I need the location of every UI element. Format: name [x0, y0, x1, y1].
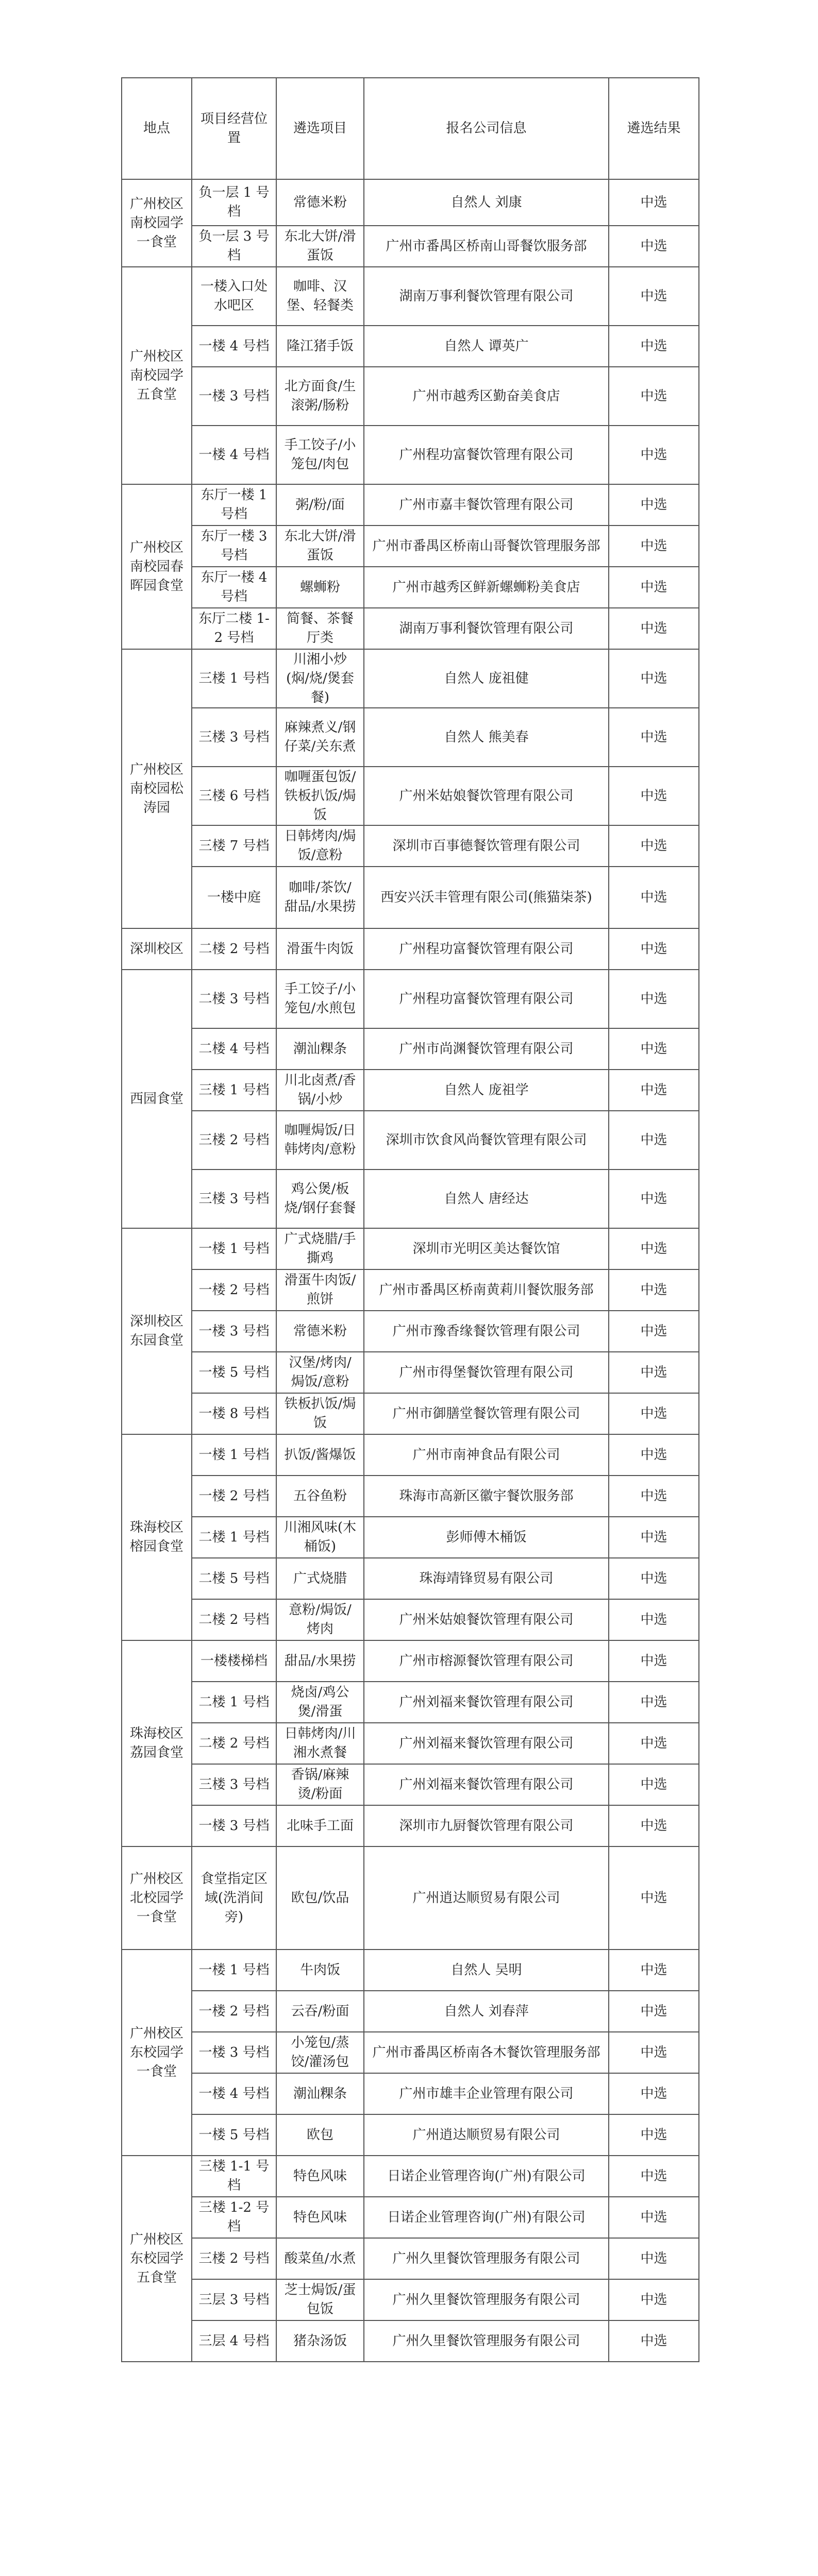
table-row: [122, 928, 699, 970]
table-row: [122, 1111, 699, 1170]
company-cell: 深圳市百事德餐饮管理有限公司: [364, 825, 609, 867]
company-cell: 广州程功富餐饮管理有限公司: [364, 928, 609, 970]
header-result: 遴选结果: [609, 78, 699, 179]
table-row: [122, 767, 699, 825]
table-body: [122, 179, 699, 2362]
company-cell: 自然人 庞祖健: [364, 649, 609, 708]
project-cell: 日韩烤肉/川湘水煮餐: [276, 1723, 364, 1764]
position-cell: 三楼 6 号档: [192, 767, 276, 825]
project-cell: 螺蛳粉: [276, 567, 364, 608]
position-cell: 二楼 4 号档: [192, 1028, 276, 1070]
position-cell: 三层 3 号档: [192, 2279, 276, 2320]
position-cell: 一楼 2 号档: [192, 1476, 276, 1517]
project-cell: 潮汕粿条: [276, 2073, 364, 2114]
position-cell: 一楼 5 号档: [192, 2114, 276, 2156]
position-cell: 三楼 1-1 号档: [192, 2156, 276, 2197]
company-cell: 广州刘福来餐饮管理有限公司: [364, 1682, 609, 1723]
position-cell: 二楼 5 号档: [192, 1558, 276, 1599]
result-cell: 中选: [609, 1111, 699, 1170]
table-row: [122, 1393, 699, 1434]
project-cell: 隆江猪手饭: [276, 326, 364, 367]
company-cell: 广州逍达顺贸易有限公司: [364, 2114, 609, 2156]
project-cell: 北方面食/生滚粥/肠粉: [276, 367, 364, 426]
result-cell: 中选: [609, 1558, 699, 1599]
table-row: [122, 2279, 699, 2320]
result-cell: 中选: [609, 1393, 699, 1434]
table-row: [122, 1070, 699, 1111]
project-cell: 小笼包/蒸饺/灌汤包: [276, 2032, 364, 2073]
table-row: [122, 2032, 699, 2073]
table-row: [122, 1517, 699, 1558]
table-row: [122, 1311, 699, 1352]
position-cell: 一楼 3 号档: [192, 1311, 276, 1352]
result-cell: 中选: [609, 484, 699, 526]
result-cell: 中选: [609, 825, 699, 867]
company-cell: 广州市南神食品有限公司: [364, 1434, 609, 1476]
company-cell: 广州市御膳堂餐饮管理有限公司: [364, 1393, 609, 1434]
table-row: [122, 2114, 699, 2156]
company-cell: 广州刘福来餐饮管理有限公司: [364, 1764, 609, 1805]
project-cell: 滑蛋牛肉饭/煎饼: [276, 1269, 364, 1311]
location-cell: 深圳校区: [122, 928, 192, 970]
position-cell: 一楼入口处水吧区: [192, 267, 276, 326]
table-row: [122, 2197, 699, 2238]
table-row: [122, 1352, 699, 1393]
result-cell: 中选: [609, 928, 699, 970]
location-cell: 广州校区东校园学一食堂: [122, 1950, 192, 2156]
company-cell: 广州市豫香缘餐饮管理有限公司: [364, 1311, 609, 1352]
position-cell: 二楼 2 号档: [192, 928, 276, 970]
position-cell: 负一层 3 号档: [192, 226, 276, 267]
result-cell: 中选: [609, 267, 699, 326]
result-cell: 中选: [609, 1170, 699, 1228]
company-cell: 广州市番禺区桥南山哥餐饮服务部: [364, 226, 609, 267]
project-cell: 牛肉饭: [276, 1950, 364, 1991]
result-cell: 中选: [609, 2197, 699, 2238]
document-page: [121, 77, 698, 2362]
company-cell: 深圳市饮食风尚餐饮管理有限公司: [364, 1111, 609, 1170]
position-cell: 三楼 7 号档: [192, 825, 276, 867]
table-row: [122, 484, 699, 526]
result-cell: 中选: [609, 2156, 699, 2197]
position-cell: 一楼 8 号档: [192, 1393, 276, 1434]
table-row: [122, 1228, 699, 1269]
table-row: [122, 179, 699, 226]
table-row: [122, 267, 699, 326]
company-cell: 广州市榕源餐饮管理有限公司: [364, 1640, 609, 1682]
position-cell: 一楼楼梯档: [192, 1640, 276, 1682]
project-cell: 滑蛋牛肉饭: [276, 928, 364, 970]
table-row: [122, 1599, 699, 1640]
company-cell: 自然人 谭英广: [364, 326, 609, 367]
result-cell: 中选: [609, 1476, 699, 1517]
table-row: [122, 2156, 699, 2197]
table-row: [122, 970, 699, 1028]
project-cell: 常德米粉: [276, 179, 364, 226]
project-cell: 甜品/水果捞: [276, 1640, 364, 1682]
table-row: [122, 825, 699, 867]
company-cell: 珠海靖锋贸易有限公司: [364, 1558, 609, 1599]
result-cell: 中选: [609, 867, 699, 928]
company-cell: 广州市越秀区鲜新螺蛳粉美食店: [364, 567, 609, 608]
project-cell: 简餐、茶餐厅类: [276, 608, 364, 649]
table-row: [122, 1846, 699, 1950]
project-cell: 猪杂汤饭: [276, 2320, 364, 2362]
location-cell: 深圳校区东园食堂: [122, 1228, 192, 1434]
position-cell: 东厅一楼 1 号档: [192, 484, 276, 526]
table-row: [122, 2073, 699, 2114]
table-row: [122, 1476, 699, 1517]
result-cell: 中选: [609, 1640, 699, 1682]
project-cell: 云吞/粉面: [276, 1991, 364, 2032]
position-cell: 一楼 5 号档: [192, 1352, 276, 1393]
position-cell: 二楼 1 号档: [192, 1682, 276, 1723]
result-cell: 中选: [609, 2320, 699, 2362]
position-cell: 一楼 1 号档: [192, 1434, 276, 1476]
table-row: [122, 1640, 699, 1682]
project-cell: 手工饺子/小笼包/水煎包: [276, 970, 364, 1028]
project-cell: 特色风味: [276, 2156, 364, 2197]
position-cell: 食堂指定区域(洗消间旁): [192, 1846, 276, 1950]
position-cell: 负一层 1 号档: [192, 179, 276, 226]
company-cell: 日诺企业管理咨询(广州)有限公司: [364, 2156, 609, 2197]
table-row: [122, 708, 699, 767]
result-cell: 中选: [609, 367, 699, 426]
result-cell: 中选: [609, 1434, 699, 1476]
position-cell: 一楼 4 号档: [192, 426, 276, 484]
position-cell: 三楼 3 号档: [192, 1764, 276, 1805]
project-cell: 川湘风味(木桶饭): [276, 1517, 364, 1558]
company-cell: 西安兴沃丰管理有限公司(熊猫柒茶): [364, 867, 609, 928]
project-cell: 东北大饼/滑蛋饭: [276, 526, 364, 567]
table-row: [122, 1991, 699, 2032]
company-cell: 珠海市高新区徽宇餐饮服务部: [364, 1476, 609, 1517]
location-cell: 广州校区东校园学五食堂: [122, 2156, 192, 2362]
company-cell: 广州米姑娘餐饮管理有限公司: [364, 767, 609, 825]
project-cell: 咖喱焗饭/日韩烤肉/意粉: [276, 1111, 364, 1170]
table-row: [122, 1805, 699, 1846]
project-cell: 欧包/饮品: [276, 1846, 364, 1950]
position-cell: 三楼 2 号档: [192, 1111, 276, 1170]
location-cell: 西园食堂: [122, 970, 192, 1228]
result-cell: 中选: [609, 1269, 699, 1311]
company-cell: 广州市番禺区桥南各木餐饮管理服务部: [364, 2032, 609, 2073]
project-cell: 北味手工面: [276, 1805, 364, 1846]
project-cell: 意粉/焗饭/烤肉: [276, 1599, 364, 1640]
project-cell: 粥/粉/面: [276, 484, 364, 526]
project-cell: 酸菜鱼/水煮: [276, 2238, 364, 2279]
position-cell: 一楼 4 号档: [192, 2073, 276, 2114]
project-cell: 五谷鱼粉: [276, 1476, 364, 1517]
vendor-selection-table: [121, 77, 699, 2362]
position-cell: 二楼 1 号档: [192, 1517, 276, 1558]
company-cell: 自然人 刘春萍: [364, 1991, 609, 2032]
location-cell: 珠海校区榕园食堂: [122, 1434, 192, 1640]
position-cell: 一楼 1 号档: [192, 1950, 276, 1991]
result-cell: 中选: [609, 2238, 699, 2279]
project-cell: 川北卤煮/香锅/小炒: [276, 1070, 364, 1111]
result-cell: 中选: [609, 2032, 699, 2073]
company-cell: 自然人 熊美春: [364, 708, 609, 767]
result-cell: 中选: [609, 970, 699, 1028]
table-row: [122, 367, 699, 426]
project-cell: 香锅/麻辣烫/粉面: [276, 1764, 364, 1805]
position-cell: 一楼 4 号档: [192, 326, 276, 367]
position-cell: 二楼 2 号档: [192, 1723, 276, 1764]
company-cell: 广州久里餐饮管理服务有限公司: [364, 2238, 609, 2279]
position-cell: 东厅一楼 4 号档: [192, 567, 276, 608]
result-cell: 中选: [609, 2114, 699, 2156]
result-cell: 中选: [609, 649, 699, 708]
project-cell: 芝士焗饭/蛋包饭: [276, 2279, 364, 2320]
position-cell: 三楼 2 号档: [192, 2238, 276, 2279]
table-row: [122, 1682, 699, 1723]
result-cell: 中选: [609, 1311, 699, 1352]
company-cell: 自然人 唐经达: [364, 1170, 609, 1228]
result-cell: 中选: [609, 526, 699, 567]
header-location: 地点: [122, 78, 192, 179]
result-cell: 中选: [609, 1723, 699, 1764]
result-cell: 中选: [609, 608, 699, 649]
project-cell: 麻辣煮义/钢仔菜/关东煮: [276, 708, 364, 767]
header-position: 项目经营位置: [192, 78, 276, 179]
position-cell: 三楼 3 号档: [192, 708, 276, 767]
result-cell: 中选: [609, 767, 699, 825]
project-cell: 特色风味: [276, 2197, 364, 2238]
company-cell: 广州逍达顺贸易有限公司: [364, 1846, 609, 1950]
position-cell: 一楼 3 号档: [192, 1805, 276, 1846]
project-cell: 东北大饼/滑蛋饭: [276, 226, 364, 267]
table-row: [122, 526, 699, 567]
position-cell: 三层 4 号档: [192, 2320, 276, 2362]
position-cell: 一楼 2 号档: [192, 1991, 276, 2032]
project-cell: 川湘小炒(焖/烧/煲套餐): [276, 649, 364, 708]
table-row: [122, 867, 699, 928]
company-cell: 广州市得堡餐饮管理有限公司: [364, 1352, 609, 1393]
company-cell: 广州市越秀区勤奋美食店: [364, 367, 609, 426]
result-cell: 中选: [609, 426, 699, 484]
project-cell: 汉堡/烤肉/焗饭/意粉: [276, 1352, 364, 1393]
position-cell: 二楼 2 号档: [192, 1599, 276, 1640]
result-cell: 中选: [609, 1764, 699, 1805]
company-cell: 广州市番禺区桥南山哥餐饮管理服务部: [364, 526, 609, 567]
company-cell: 广州刘福来餐饮管理有限公司: [364, 1723, 609, 1764]
company-cell: 广州程功富餐饮管理有限公司: [364, 970, 609, 1028]
position-cell: 一楼 3 号档: [192, 367, 276, 426]
location-cell: 广州校区南校园学一食堂: [122, 179, 192, 267]
project-cell: 烧卤/鸡公煲/滑蛋: [276, 1682, 364, 1723]
company-cell: 广州市尚渊餐饮管理有限公司: [364, 1028, 609, 1070]
location-cell: 广州校区南校园学五食堂: [122, 267, 192, 484]
company-cell: 自然人 刘康: [364, 179, 609, 226]
location-cell: 广州校区南校园松涛园: [122, 649, 192, 928]
project-cell: 广式烧腊: [276, 1558, 364, 1599]
project-cell: 广式烧腊/手撕鸡: [276, 1228, 364, 1269]
table-row: [122, 1434, 699, 1476]
result-cell: 中选: [609, 1846, 699, 1950]
table-row: [122, 1723, 699, 1764]
company-cell: 深圳市光明区美达餐饮馆: [364, 1228, 609, 1269]
table-row: [122, 426, 699, 484]
position-cell: 三楼 1 号档: [192, 649, 276, 708]
company-cell: 自然人 庞祖学: [364, 1070, 609, 1111]
table-row: [122, 1170, 699, 1228]
result-cell: 中选: [609, 226, 699, 267]
project-cell: 常德米粉: [276, 1311, 364, 1352]
table-row: [122, 1269, 699, 1311]
result-cell: 中选: [609, 1950, 699, 1991]
company-cell: 湖南万事利餐饮管理有限公司: [364, 608, 609, 649]
table-row: [122, 608, 699, 649]
result-cell: 中选: [609, 1070, 699, 1111]
result-cell: 中选: [609, 1228, 699, 1269]
result-cell: 中选: [609, 2279, 699, 2320]
company-cell: 广州市番禺区桥南黄莉川餐饮服务部: [364, 1269, 609, 1311]
result-cell: 中选: [609, 1028, 699, 1070]
result-cell: 中选: [609, 1805, 699, 1846]
table-header-row: [122, 78, 699, 179]
table-row: [122, 567, 699, 608]
header-company: 报名公司信息: [364, 78, 609, 179]
position-cell: 一楼 2 号档: [192, 1269, 276, 1311]
table-row: [122, 1558, 699, 1599]
result-cell: 中选: [609, 1517, 699, 1558]
result-cell: 中选: [609, 2073, 699, 2114]
result-cell: 中选: [609, 1682, 699, 1723]
position-cell: 一楼 3 号档: [192, 2032, 276, 2073]
position-cell: 一楼 1 号档: [192, 1228, 276, 1269]
project-cell: 手工饺子/小笼包/肉包: [276, 426, 364, 484]
company-cell: 广州米姑娘餐饮管理有限公司: [364, 1599, 609, 1640]
location-cell: 广州校区北校园学一食堂: [122, 1846, 192, 1950]
project-cell: 潮汕粿条: [276, 1028, 364, 1070]
table-row: [122, 2238, 699, 2279]
project-cell: 日韩烤肉/焗饭/意粉: [276, 825, 364, 867]
result-cell: 中选: [609, 708, 699, 767]
project-cell: 欧包: [276, 2114, 364, 2156]
company-cell: 自然人 吴明: [364, 1950, 609, 1991]
company-cell: 广州市雄丰企业管理有限公司: [364, 2073, 609, 2114]
result-cell: 中选: [609, 1991, 699, 2032]
location-cell: 珠海校区荔园食堂: [122, 1640, 192, 1846]
table-row: [122, 1950, 699, 1991]
company-cell: 深圳市九厨餐饮管理有限公司: [364, 1805, 609, 1846]
position-cell: 三楼 1-2 号档: [192, 2197, 276, 2238]
company-cell: 日诺企业管理咨询(广州)有限公司: [364, 2197, 609, 2238]
project-cell: 咖啡、汉堡、轻餐类: [276, 267, 364, 326]
company-cell: 广州久里餐饮管理服务有限公司: [364, 2279, 609, 2320]
company-cell: 广州市嘉丰餐饮管理有限公司: [364, 484, 609, 526]
result-cell: 中选: [609, 1599, 699, 1640]
position-cell: 二楼 3 号档: [192, 970, 276, 1028]
position-cell: 东厅二楼 1-2 号档: [192, 608, 276, 649]
location-cell: 广州校区南校园春晖园食堂: [122, 484, 192, 649]
table-row: [122, 649, 699, 708]
header-project: 遴选项目: [276, 78, 364, 179]
table-row: [122, 326, 699, 367]
position-cell: 三楼 1 号档: [192, 1070, 276, 1111]
project-cell: 铁板扒饭/焗饭: [276, 1393, 364, 1434]
table-row: [122, 2320, 699, 2362]
table-row: [122, 1764, 699, 1805]
result-cell: 中选: [609, 1352, 699, 1393]
position-cell: 一楼中庭: [192, 867, 276, 928]
project-cell: 咖啡/茶饮/甜品/水果捞: [276, 867, 364, 928]
company-cell: 彭师傅木桶饭: [364, 1517, 609, 1558]
project-cell: 扒饭/酱爆饭: [276, 1434, 364, 1476]
table-row: [122, 1028, 699, 1070]
result-cell: 中选: [609, 326, 699, 367]
project-cell: 咖喱蛋包饭/铁板扒饭/焗饭: [276, 767, 364, 825]
company-cell: 广州程功富餐饮管理有限公司: [364, 426, 609, 484]
result-cell: 中选: [609, 567, 699, 608]
position-cell: 东厅一楼 3 号档: [192, 526, 276, 567]
position-cell: 三楼 3 号档: [192, 1170, 276, 1228]
table-row: [122, 226, 699, 267]
result-cell: 中选: [609, 179, 699, 226]
project-cell: 鸡公煲/板烧/钢仔套餐: [276, 1170, 364, 1228]
company-cell: 湖南万事利餐饮管理有限公司: [364, 267, 609, 326]
company-cell: 广州久里餐饮管理服务有限公司: [364, 2320, 609, 2362]
